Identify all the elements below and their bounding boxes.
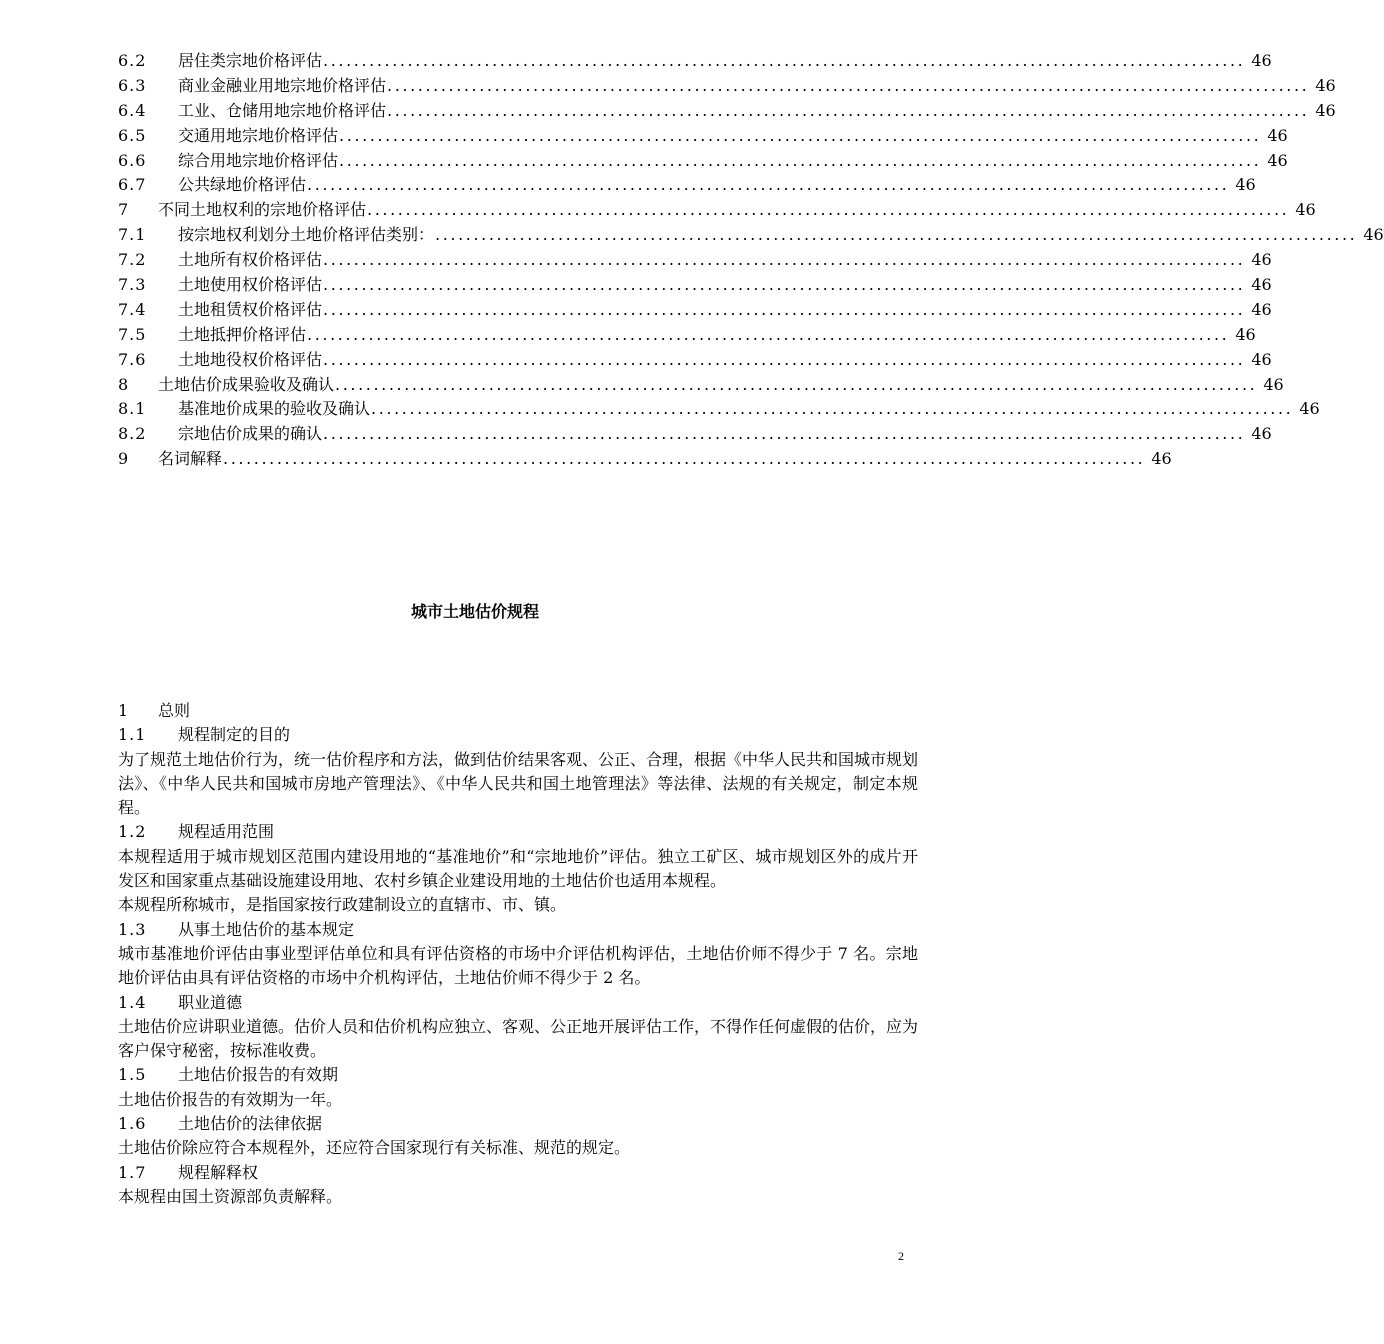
section-number: 1.7 — [118, 1162, 147, 1182]
section-heading — [118, 1161, 918, 1185]
toc-entry[interactable] — [118, 298, 1272, 323]
section-heading — [118, 699, 918, 723]
toc-entry-title: 土地所有权价格评估 — [178, 250, 323, 270]
toc-entry-title: 工业、仓储用地宗地价格评估 — [178, 100, 387, 120]
toc-entry-title: 居住类宗地价格评估 — [178, 51, 323, 70]
section-title: 规程适用范围 — [178, 822, 275, 842]
paragraph: 本规程由国土资源部负责解释。 — [118, 1186, 343, 1206]
section-heading — [118, 723, 918, 747]
toc-leader-dots: ........................................................................................................................ — [323, 51, 1246, 70]
section-heading — [118, 1112, 918, 1136]
section-number: 1.4 — [118, 992, 147, 1012]
toc-entry-number: 9 — [118, 449, 130, 469]
toc-entry-number: 6.4 — [118, 100, 147, 120]
document-title: 城市土地估价规程 — [410, 602, 539, 621]
toc-entry-page: 46 — [1251, 250, 1272, 270]
toc-entry-number: 7.6 — [118, 349, 147, 369]
toc-entry-number: 6.5 — [118, 125, 147, 145]
toc-entry-title: 土地使用权价格评估 — [178, 275, 323, 295]
toc-entry-page: 46 — [1251, 51, 1272, 70]
toc-entry-number: 7.4 — [118, 299, 147, 319]
toc-entry-number: 6.2 — [118, 51, 147, 70]
toc-leader-dots: ........................................................................................................................ — [387, 75, 1310, 95]
toc-entry-page: 46 — [1251, 349, 1272, 369]
toc-entry-number: 6.3 — [118, 75, 147, 95]
toc-entry[interactable] — [118, 49, 1272, 74]
document-body — [118, 699, 918, 1209]
section-title: 从事土地估价的基本规定 — [178, 919, 355, 939]
section-title: 土地估价的法律依据 — [178, 1114, 323, 1134]
toc-entry-page: 46 — [1151, 449, 1172, 469]
toc-leader-dots: ........................................................................................................................ — [323, 424, 1246, 444]
section-number: 1.3 — [118, 919, 147, 939]
section-number: 1.1 — [118, 725, 147, 745]
toc-entry-title: 不同土地权利的宗地价格评估 — [158, 200, 367, 220]
toc-leader-dots: ........................................................................................................................ — [307, 324, 1230, 344]
toc-entry-page: 46 — [1295, 200, 1316, 220]
toc-entry-title: 土地估价成果验收及确认 — [158, 374, 335, 394]
paragraph: 土地估价应讲职业道德。估价人员和估价机构应独立、客观、公正地开展评估工作，不得作任何虚假的估价，应为客户保守秘密，按标准收费。 — [118, 1016, 919, 1061]
section-number: 1.2 — [118, 822, 147, 842]
toc-entry-page: 46 — [1363, 225, 1384, 245]
toc-leader-dots: ........................................................................................................................ — [323, 299, 1246, 319]
toc-entry-number: 7.5 — [118, 324, 147, 344]
section-title: 土地估价报告的有效期 — [178, 1065, 339, 1085]
section-title: 总则 — [158, 701, 191, 720]
section-heading — [118, 820, 918, 844]
toc-entry[interactable] — [118, 248, 1272, 273]
toc-entry-number: 6.6 — [118, 150, 147, 170]
toc-entry-page: 46 — [1299, 399, 1320, 419]
toc-entry-page: 46 — [1263, 374, 1284, 394]
paragraph: 本规程适用于城市规划区范围内建设用地的“基准地价”和“宗地地价”评估。独立工矿区、城市规划区外的成片开发区和国家重点基础设施建设用地、农村乡镇企业建设用地的土地估价也适用本规程。 — [118, 846, 918, 891]
toc-leader-dots: ........................................................................................................................ — [323, 349, 1246, 369]
toc-entry-number: 8.2 — [118, 424, 147, 444]
toc-entry[interactable] — [118, 124, 1288, 149]
toc-entry-page: 46 — [1251, 424, 1272, 444]
toc-entry-page: 46 — [1267, 150, 1288, 170]
toc-entry[interactable] — [118, 397, 1320, 422]
toc-entry-title: 土地地役权价格评估 — [178, 349, 323, 369]
toc-leader-dots: ........................................................................................................................ — [339, 150, 1262, 170]
toc-leader-dots: ........................................................................................................................ — [335, 374, 1258, 394]
toc-entry-page: 46 — [1315, 100, 1336, 120]
toc-leader-dots: ........................................................................................................................ — [387, 100, 1310, 120]
section-title: 规程解释权 — [178, 1162, 259, 1182]
toc-leader-dots: ........................................................................................................................ — [371, 399, 1294, 419]
paragraph: 土地估价除应符合本规程外，还应符合国家现行有关标准、规范的规定。 — [118, 1138, 631, 1158]
toc-entry[interactable] — [118, 373, 1284, 398]
toc-entry-page: 46 — [1235, 175, 1256, 195]
toc-leader-dots: ........................................................................................................................ — [323, 275, 1246, 295]
toc-entry-number: 7.3 — [118, 275, 147, 295]
section-heading — [118, 1063, 918, 1087]
toc-entry-title: 综合用地宗地价格评估 — [178, 150, 339, 170]
paragraph: 为了规范土地估价行为，统一估价程序和方法，做到估价结果客观、公正、合理，根据《中华人民共和国城市规划法》、《中华人民共和国城市房地产管理法》、《中华人民共和国土地管理法》等法律、法规的有关规定，制定本规程。 — [118, 749, 919, 818]
toc-entry-title: 基准地价成果的验收及确认 — [178, 399, 371, 419]
section-number: 1.5 — [118, 1065, 147, 1085]
section-heading — [118, 918, 918, 942]
paragraph: 土地估价报告的有效期为一年。 — [118, 1089, 343, 1109]
toc-entry[interactable] — [118, 173, 1256, 198]
toc-entry-page: 46 — [1235, 324, 1256, 344]
toc-entry-number: 8.1 — [118, 399, 147, 419]
toc-entry[interactable] — [118, 149, 1288, 174]
toc-entry-title: 按宗地权利划分土地价格评估类别： — [178, 225, 435, 245]
toc-entry-number: 7.2 — [118, 250, 147, 270]
toc-leader-dots: ........................................................................................................................ — [367, 200, 1290, 220]
toc-leader-dots: ........................................................................................................................ — [307, 175, 1230, 195]
section-title: 规程制定的目的 — [178, 725, 291, 745]
toc-entry-title: 交通用地宗地价格评估 — [178, 125, 339, 145]
toc-entry[interactable] — [118, 273, 1272, 298]
toc-leader-dots: ........................................................................................................................ — [323, 250, 1246, 270]
toc-entry-number: 6.7 — [118, 175, 147, 195]
paragraph: 城市基准地价评估由事业型评估单位和具有评估资格的市场中介评估机构评估，土地估价师不得少于 7 名。宗地地价评估由具有评估资格的市场中介机构评估，土地估价师不得少于 2 名。 — [118, 943, 918, 988]
toc-entry-page: 46 — [1251, 299, 1272, 319]
toc-entry[interactable] — [118, 348, 1272, 373]
toc-entry-page: 46 — [1267, 125, 1288, 145]
toc-leader-dots: ........................................................................................................................ — [223, 449, 1146, 469]
section-heading — [118, 991, 918, 1015]
toc-entry[interactable] — [118, 323, 1256, 348]
toc-entry-title: 商业金融业用地宗地价格评估 — [178, 75, 387, 95]
toc-entry-number: 7.1 — [118, 225, 147, 245]
toc-entry-page: 46 — [1315, 75, 1336, 95]
toc-entry[interactable] — [118, 447, 1172, 472]
toc-entry-number: 7 — [118, 200, 130, 220]
toc-entry-title: 公共绿地价格评估 — [178, 175, 307, 195]
toc-entry[interactable] — [118, 74, 1336, 99]
toc-entry-page: 46 — [1251, 275, 1272, 295]
toc-entry[interactable] — [118, 99, 1336, 124]
toc-leader-dots: ........................................................................................................................ — [339, 125, 1262, 145]
paragraph: 本规程所称城市，是指国家按行政建制设立的直辖市、市、镇。 — [118, 895, 567, 915]
toc-leader-dots: ........................................................................................................................ — [435, 225, 1358, 245]
page-number: 2 — [898, 1249, 904, 1263]
toc-entry-title: 宗地估价成果的确认 — [178, 424, 323, 444]
section-number: 1 — [118, 701, 130, 720]
section-number: 1.6 — [118, 1114, 147, 1134]
section-title: 职业道德 — [178, 992, 243, 1012]
toc-entry[interactable] — [118, 198, 1316, 223]
toc-entry-title: 土地抵押价格评估 — [178, 324, 307, 344]
toc-entry[interactable] — [118, 223, 1384, 248]
toc-entry-number: 8 — [118, 374, 130, 394]
toc-entry-title: 土地租赁权价格评估 — [178, 299, 323, 319]
toc-entry[interactable] — [118, 422, 1272, 447]
table-of-contents — [118, 49, 1384, 472]
toc-entry-title: 名词解释 — [158, 449, 223, 469]
